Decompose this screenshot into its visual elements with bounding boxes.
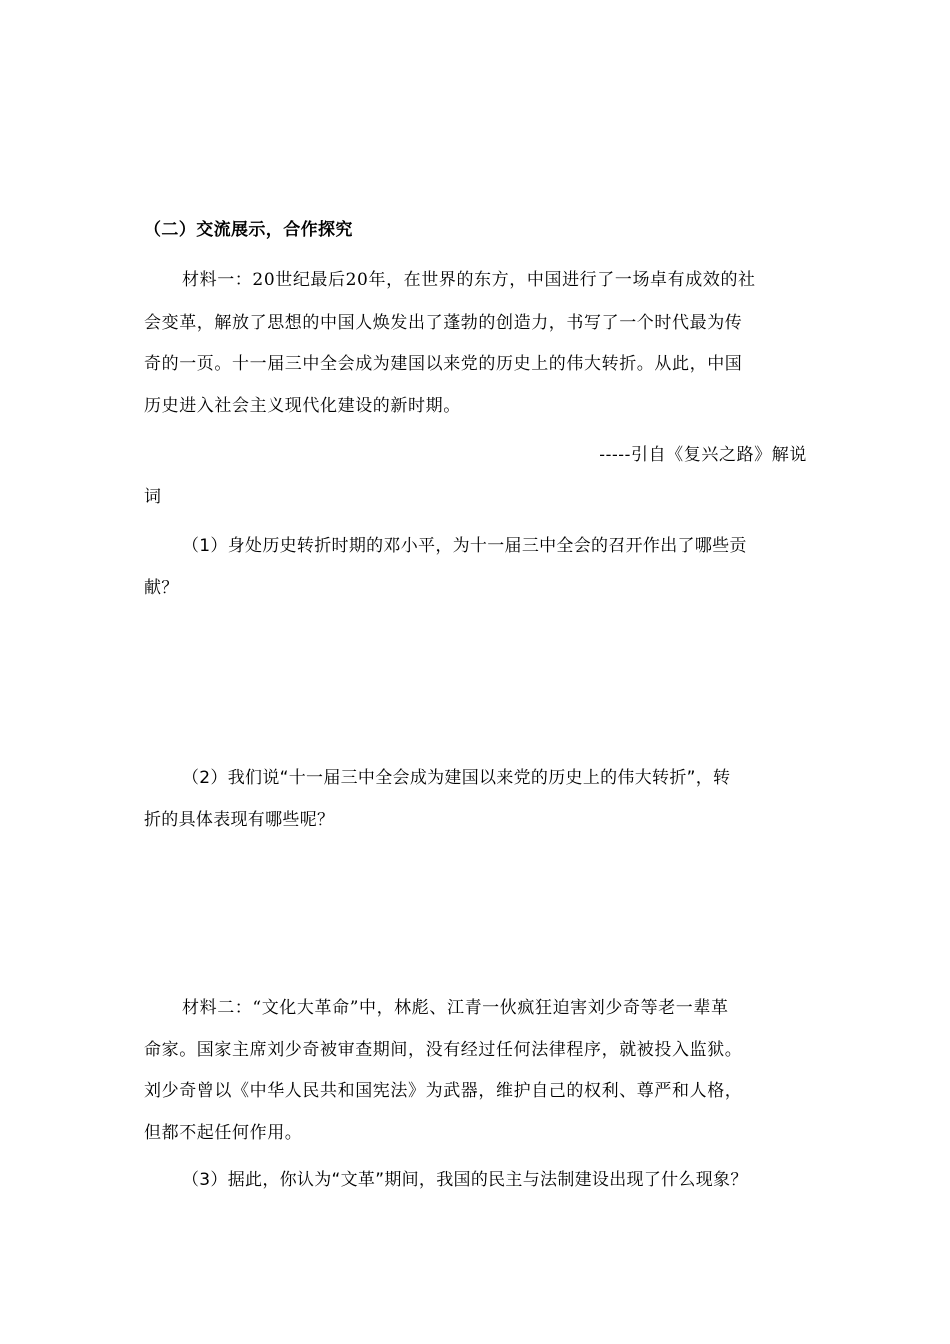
question-three-line: （3）据此，你认为“文革”期间，我国的民主与法制建设出现了什么现象？	[182, 1170, 748, 1190]
material-one-line: 材料一：20世纪最后20年，在世界的东方，中国进行了一场卓有成效的社	[182, 270, 756, 290]
material-one-source: -----引自《复兴之路》解说	[599, 445, 807, 465]
material-one-line: 历史进入社会主义现代化建设的新时期。	[144, 396, 461, 416]
material-one-source-continued: 词	[144, 487, 162, 507]
material-two-line: 命家。国家主席刘少奇被审查期间，没有经过任何法律程序，就被投入监狱。	[144, 1040, 743, 1060]
question-two-line: 折的具体表现有哪些呢？	[144, 810, 335, 830]
material-two-line: 但都不起任何作用。	[144, 1123, 303, 1143]
question-two-line: （2）我们说“十一届三中全会成为建国以来党的历史上的伟大转折”，转	[182, 768, 731, 788]
material-one-line: 会变革，解放了思想的中国人焕发出了蓬勃的创造力，书写了一个时代最为传	[144, 313, 743, 333]
material-one-line: 奇的一页。十一届三中全会成为建国以来党的历史上的伟大转折。从此，中国	[144, 354, 743, 374]
material-two-line: 材料二：“文化大革命”中，林彪、江青一伙疯狂迫害刘少奇等老一辈革	[182, 998, 729, 1018]
question-one-line: （1）身处历史转折时期的邓小平，为十一届三中全会的召开作出了哪些贡	[182, 536, 747, 556]
question-one-line: 献？	[144, 578, 179, 598]
material-two-line: 刘少奇曾以《中华人民共和国宪法》为武器，维护自己的权利、尊严和人格，	[144, 1081, 743, 1101]
section-heading: （二）交流展示，合作探究	[144, 220, 353, 240]
